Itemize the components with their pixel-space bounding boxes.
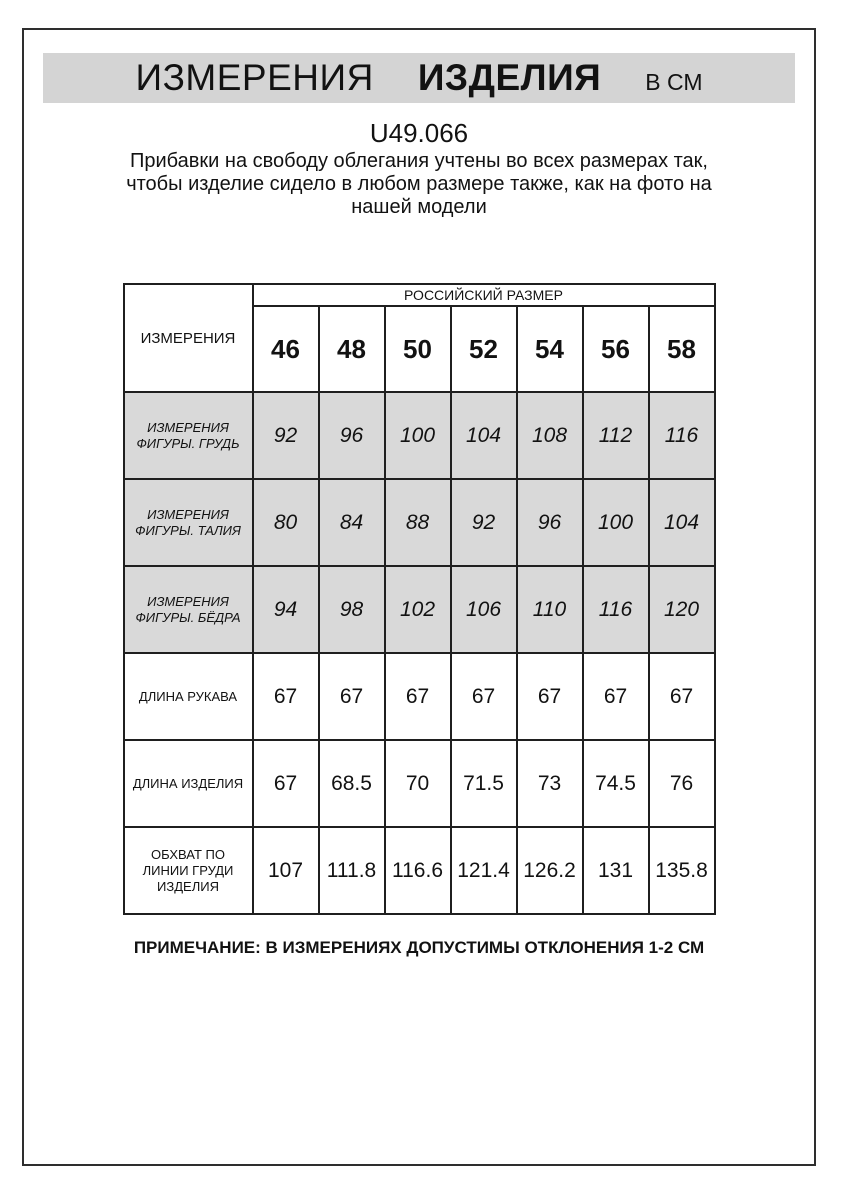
value-cell: 121.4	[451, 827, 517, 914]
value-cell: 131	[583, 827, 649, 914]
size-cell: 58	[649, 306, 715, 392]
table-row-item-length	[124, 740, 715, 827]
row-label: ИЗМЕРЕНИЯ ФИГУРЫ. БЁДРА	[124, 566, 253, 653]
value-cell: 67	[583, 653, 649, 740]
title-bar	[43, 53, 795, 103]
row-label: ИЗМЕРЕНИЯ ФИГУРЫ. ГРУДЬ	[124, 392, 253, 479]
russian-size-header-cell: РОССИЙСКИЙ РАЗМЕР	[253, 284, 715, 306]
size-cell: 54	[517, 306, 583, 392]
value-cell: 126.2	[517, 827, 583, 914]
value-cell: 116.6	[385, 827, 451, 914]
value-cell: 76	[649, 740, 715, 827]
table-header-row-group	[124, 284, 715, 306]
article-code: U49.066	[369, 118, 469, 148]
value-cell: 67	[319, 653, 385, 740]
value-cell: 106	[451, 566, 517, 653]
page-frame	[22, 28, 816, 1166]
table-row-figure-waist	[124, 479, 715, 566]
size-table	[123, 283, 716, 915]
row-label: ОБХВАТ ПО ЛИНИИ ГРУДИ ИЗДЕЛИЯ	[124, 827, 253, 914]
size-cell: 52	[451, 306, 517, 392]
value-cell: 110	[517, 566, 583, 653]
value-cell: 135.8	[649, 827, 715, 914]
value-cell: 67	[649, 653, 715, 740]
value-cell: 92	[253, 392, 319, 479]
value-cell: 112	[583, 392, 649, 479]
value-cell: 120	[649, 566, 715, 653]
value-cell: 107	[253, 827, 319, 914]
value-cell: 88	[385, 479, 451, 566]
title-word-measurements: ИЗМЕРЕНИЯ	[135, 57, 374, 98]
value-cell: 96	[517, 479, 583, 566]
value-cell: 108	[517, 392, 583, 479]
table-row-chest-girth-item	[124, 827, 715, 914]
value-cell: 102	[385, 566, 451, 653]
value-cell: 67	[451, 653, 517, 740]
value-cell: 100	[385, 392, 451, 479]
value-cell: 70	[385, 740, 451, 827]
value-cell: 67	[517, 653, 583, 740]
value-cell: 92	[451, 479, 517, 566]
value-cell: 104	[649, 479, 715, 566]
value-cell: 67	[253, 740, 319, 827]
row-label: ИЗМЕРЕНИЯ ФИГУРЫ. ТАЛИЯ	[124, 479, 253, 566]
value-cell: 96	[319, 392, 385, 479]
table-row-figure-hips	[124, 566, 715, 653]
value-cell: 116	[649, 392, 715, 479]
title-unit-cm: В СМ	[645, 69, 703, 95]
size-cell: 56	[583, 306, 649, 392]
row-label: ДЛИНА ИЗДЕЛИЯ	[124, 740, 253, 827]
tolerance-note: ПРИМЕЧАНИЕ: В ИЗМЕРЕНИЯХ ДОПУСТИМЫ ОТКЛОНЕНИЯ 1-2 СМ	[133, 938, 705, 957]
value-cell: 94	[253, 566, 319, 653]
value-cell: 68.5	[319, 740, 385, 827]
corner-header-cell: ИЗМЕРЕНИЯ	[124, 284, 253, 392]
row-label: ДЛИНА РУКАВА	[124, 653, 253, 740]
value-cell: 111.8	[319, 827, 385, 914]
size-cell: 46	[253, 306, 319, 392]
value-cell: 98	[319, 566, 385, 653]
value-cell: 67	[385, 653, 451, 740]
size-cell: 50	[385, 306, 451, 392]
value-cell: 104	[451, 392, 517, 479]
value-cell: 73	[517, 740, 583, 827]
value-cell: 74.5	[583, 740, 649, 827]
value-cell: 84	[319, 479, 385, 566]
value-cell: 116	[583, 566, 649, 653]
value-cell: 100	[583, 479, 649, 566]
value-cell: 67	[253, 653, 319, 740]
table-row-figure-chest	[124, 392, 715, 479]
table-row-sleeve-length	[124, 653, 715, 740]
value-cell: 80	[253, 479, 319, 566]
size-cell: 48	[319, 306, 385, 392]
value-cell: 71.5	[451, 740, 517, 827]
title-word-product: ИЗДЕЛИЯ	[417, 57, 602, 98]
fit-description: Прибавки на свободу облегания учтены во всех размерах так, чтобы изделие сидело в любом размере также, как на фото на нашей модели	[126, 150, 712, 218]
